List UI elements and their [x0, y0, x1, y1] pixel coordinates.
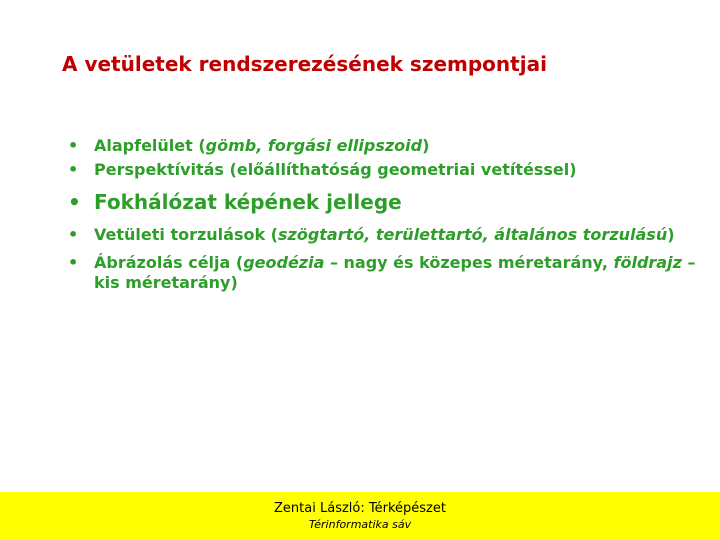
bullet-text-mid: – nagy és közepes méretarány, — [324, 253, 614, 272]
footer-subtitle: Térinformatika sáv — [308, 518, 412, 531]
bullet-marker: • — [68, 253, 79, 272]
bullet-marker: • — [68, 160, 79, 179]
bullet-item — [62, 225, 702, 245]
bullet-text-post: ) — [667, 225, 675, 244]
footer-author: Zentai László: Térképészet — [274, 501, 446, 516]
bullet-marker: • — [68, 225, 79, 244]
bullet-item — [62, 253, 702, 293]
bullet-item — [62, 160, 702, 180]
bullet-item — [62, 190, 702, 215]
bullet-text-pre: Alapfelület ( — [94, 136, 206, 155]
slide-title: A vetületek rendszerezésének szempontjai — [62, 52, 547, 76]
bullet-marker: • — [68, 136, 79, 155]
bullet-text-post: – kis méretarány) — [94, 253, 696, 292]
bullet-text-emphasis: földrajz — [613, 253, 682, 272]
bullet-text-pre: Vetületi torzulások ( — [94, 225, 278, 244]
bullet-text-pre: Ábrázolás célja ( — [94, 253, 244, 272]
bullet-text: Perspektívitás (előállíthatóság geometriai vetítéssel) — [94, 160, 577, 179]
bullet-item — [62, 136, 702, 156]
bullet-text-post: ) — [422, 136, 430, 155]
bullet-marker: • — [68, 190, 81, 214]
bullet-text-emphasis: geodézia — [243, 253, 325, 272]
bullet-text: Fokhálózat képének jellege — [94, 190, 402, 214]
footer-bar — [0, 492, 720, 540]
bullet-text-emphasis: szögtartó, területtartó, általános torzulású — [278, 225, 668, 244]
bullet-list — [62, 136, 702, 293]
bullet-text-emphasis: gömb, forgási ellipszoid — [205, 136, 423, 155]
